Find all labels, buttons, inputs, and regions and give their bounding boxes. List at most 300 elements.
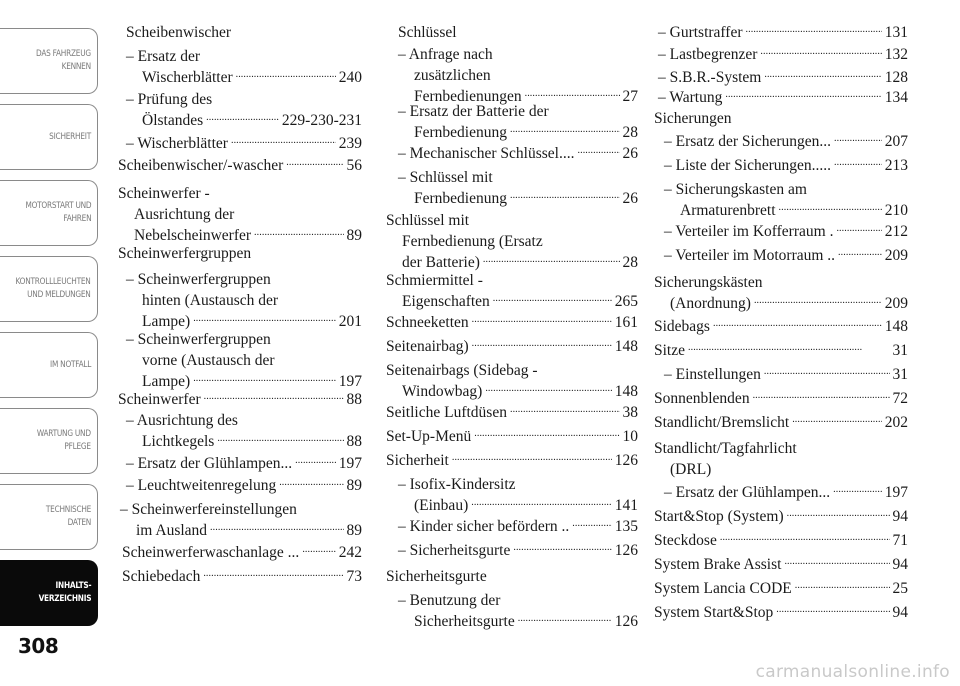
page-reference[interactable]: 88 (346, 433, 362, 450)
index-entry (118, 389, 362, 410)
index-term: Fernbedienung (Ersatz (402, 233, 543, 250)
index-entry (654, 22, 908, 43)
page-reference[interactable]: 73 (346, 568, 362, 585)
page-reference[interactable]: 26 (622, 190, 638, 207)
dot-leader (452, 451, 612, 465)
page-reference[interactable]: 31 (892, 366, 908, 383)
index-line (386, 611, 638, 632)
tab-motorstart-und-fahren[interactable] (0, 180, 98, 246)
index-term: zusätzlichen (414, 67, 491, 84)
index-line (118, 269, 362, 290)
page-reference[interactable]: 148 (614, 338, 638, 355)
index-line (118, 290, 362, 311)
dot-leader (472, 337, 612, 351)
index-line (654, 293, 908, 314)
index-line (654, 245, 908, 266)
index-line (654, 554, 908, 575)
page-reference[interactable]: 28 (622, 124, 638, 141)
dot-leader (833, 483, 882, 497)
dot-leader (725, 88, 881, 102)
index-entry (386, 426, 638, 447)
index-line (654, 578, 908, 599)
dot-leader (713, 317, 882, 331)
index-line (118, 46, 362, 67)
dot-leader (688, 341, 890, 355)
index-entry (654, 530, 908, 551)
index-term: Windowbag) (402, 383, 483, 400)
index-term: Sonnenblenden (654, 390, 750, 407)
index-term: (Anordnung) (670, 295, 751, 312)
index-term: – Ersatz der Sicherungen... (664, 133, 831, 150)
index-entry (386, 101, 638, 143)
index-entry (386, 402, 638, 423)
index-entry (118, 243, 362, 264)
index-line (654, 200, 908, 221)
tab-label: MOTORSTART UND FAHREN (25, 201, 91, 224)
page-reference[interactable]: 202 (884, 414, 908, 431)
index-term: Ausrichtung der (134, 206, 235, 223)
index-line (118, 520, 362, 541)
index-entry (386, 566, 638, 587)
index-line (654, 364, 908, 385)
page-reference[interactable]: 88 (346, 391, 362, 408)
page-reference[interactable]: 201 (338, 313, 362, 330)
index-entry (386, 516, 638, 537)
page-reference[interactable]: 38 (622, 404, 638, 421)
index-line (118, 475, 362, 496)
dot-leader (206, 111, 279, 125)
index-line (118, 243, 362, 264)
index-term: – Lastbegrenzer (658, 46, 758, 63)
dot-leader (754, 294, 882, 308)
dot-leader (753, 389, 890, 403)
index-line (118, 204, 362, 225)
tab-label: WARTUNG UND PFLEGE (37, 429, 91, 452)
dot-leader (787, 507, 890, 521)
tab-technische-daten[interactable] (0, 484, 98, 550)
index-line (386, 210, 638, 231)
dot-leader (472, 313, 612, 327)
index-entry (118, 133, 362, 154)
index-line (654, 44, 908, 65)
tab-label: KONTROLLLEUCHTEN UND MELDUNGEN (15, 277, 91, 300)
index-entry (386, 312, 638, 333)
index-entry (654, 44, 908, 65)
index-line (654, 316, 908, 337)
index-entry (654, 272, 908, 314)
index-term: Schiebedach (122, 568, 201, 585)
page-reference[interactable]: 10 (622, 428, 638, 445)
index-term: Ölstandes (142, 112, 204, 129)
page-reference[interactable]: 89 (346, 477, 362, 494)
page-reference[interactable]: 126 (614, 542, 638, 559)
index-term: – Wischerblätter (126, 135, 228, 152)
index-entry (386, 143, 638, 164)
tab-das-fahrzeug-kennen[interactable] (0, 28, 98, 94)
index-entry (654, 155, 908, 176)
page-reference[interactable]: 239 (338, 135, 362, 152)
index-entry (654, 506, 908, 527)
index-term: Lampe) (142, 373, 191, 390)
index-entry (654, 602, 908, 623)
index-term: Schmiermittel - (386, 272, 483, 289)
dot-leader (795, 579, 890, 593)
index-entry (654, 316, 908, 337)
dot-leader (779, 201, 882, 215)
page-reference[interactable]: 197 (884, 484, 908, 501)
page-reference[interactable]: 213 (884, 157, 908, 174)
dot-leader (518, 612, 612, 626)
index-term: – Gurtstraffer (658, 24, 743, 41)
index-line (654, 438, 908, 459)
page-reference[interactable]: 56 (346, 157, 362, 174)
page-reference[interactable]: 126 (614, 452, 638, 469)
dot-leader (204, 390, 344, 404)
index-entry (386, 22, 638, 43)
tab-im-notfall[interactable] (0, 332, 98, 398)
index-term: – Ersatz der Glühlampen... (664, 484, 831, 501)
index-term: – Ersatz der Glühlampen... (126, 455, 293, 472)
index-term: Scheinwerfer - (118, 185, 210, 202)
page-reference[interactable]: 131 (884, 24, 908, 41)
page-reference[interactable]: 148 (614, 383, 638, 400)
index-term: – S.B.R.-System (658, 69, 762, 86)
index-entry (386, 44, 638, 107)
index-term: – Schlüssel mit (398, 169, 493, 186)
index-line (386, 270, 638, 291)
dot-leader (834, 132, 882, 146)
index-line (118, 389, 362, 410)
index-term: – Scheinwerfereinstellungen (120, 501, 297, 518)
dot-leader (838, 246, 882, 260)
index-term: Sicherungskästen (654, 274, 763, 291)
index-entry (118, 475, 362, 496)
page-reference[interactable]: 94 (892, 508, 908, 525)
index-line (386, 495, 638, 516)
page-reference[interactable]: 132 (884, 46, 908, 63)
index-line (654, 179, 908, 200)
index-term: (Einbau) (414, 497, 469, 514)
index-line (654, 87, 908, 108)
index-term: – Wartung (658, 89, 723, 106)
dot-leader (471, 496, 612, 510)
dot-leader (483, 253, 620, 267)
dot-leader (764, 68, 881, 82)
index-entry (654, 131, 908, 152)
dot-leader (493, 292, 612, 306)
tab-inhaltsverzeichnis[interactable] (0, 560, 98, 626)
index-line (386, 22, 638, 43)
dot-leader (485, 382, 611, 396)
index-term: – Einstellungen (664, 366, 761, 383)
index-line (386, 44, 638, 65)
index-term: Standlicht/Bremslicht (654, 414, 790, 431)
index-term: Seitenairbag) (386, 338, 469, 355)
index-term: Standlicht/Tagfahrlicht (654, 440, 797, 457)
index-line (386, 402, 638, 423)
index-term: Schneeketten (386, 314, 469, 331)
index-entry (118, 46, 362, 88)
index-term: Wischerblätter (142, 69, 233, 86)
page-reference[interactable]: 207 (884, 133, 908, 150)
index-line (386, 381, 638, 402)
index-line (386, 65, 638, 86)
index-entry (118, 329, 362, 392)
index-line (386, 231, 638, 252)
index-line (386, 188, 638, 209)
index-line (118, 453, 362, 474)
index-term: System Brake Assist (654, 556, 782, 573)
index-term: Fernbedienung (414, 190, 507, 207)
index-entry (654, 438, 908, 480)
page-reference[interactable]: 134 (884, 89, 908, 106)
page-reference[interactable]: 31 (892, 342, 908, 359)
index-term: – Sicherungskasten am (664, 181, 807, 198)
dot-leader (193, 312, 336, 326)
page-reference[interactable]: 89 (346, 227, 362, 244)
dot-leader (578, 144, 620, 158)
index-entry (118, 89, 362, 131)
index-term: Sicherheit (386, 452, 449, 469)
index-entry (386, 450, 638, 471)
chapter-sidebar (0, 0, 100, 686)
page-reference[interactable]: 26 (622, 145, 638, 162)
dot-leader (776, 603, 889, 617)
index-entry (386, 210, 638, 273)
index-line (386, 450, 638, 471)
tab-label: SICHERHEIT (49, 131, 91, 142)
index-entry (118, 269, 362, 332)
index-term: Fernbedienung (414, 124, 507, 141)
index-line (386, 516, 638, 537)
index-term: System Start&Stop (654, 604, 774, 621)
index-term: Sidebags (654, 318, 710, 335)
page-reference[interactable]: 240 (338, 69, 362, 86)
index-line (654, 388, 908, 409)
tab-label: DAS FAHRZEUG KENNEN (36, 49, 91, 72)
index-line (386, 474, 638, 495)
index-term: – Liste der Sicherungen..... (664, 157, 832, 174)
watermark: carmanualsonline.info (755, 662, 950, 682)
index-line (654, 67, 908, 88)
index-line (386, 291, 638, 312)
index-line (386, 167, 638, 188)
index-entry (654, 340, 908, 361)
index-term: System Lancia CODE (654, 580, 792, 597)
index-line (386, 143, 638, 164)
index-term: – Scheinwerfergruppen (126, 331, 271, 348)
page-reference[interactable]: 197 (338, 455, 362, 472)
page-reference[interactable]: 265 (614, 293, 638, 310)
dot-leader (279, 476, 343, 490)
index-term: Seitenairbags (Sidebag - (386, 362, 538, 379)
page-number: 308 (18, 634, 59, 658)
index-line (654, 22, 908, 43)
index-line (118, 67, 362, 88)
index-term: – Verteiler im Motorraum .. (664, 247, 836, 264)
index-line (118, 89, 362, 110)
index-term: – Anfrage nach (398, 46, 493, 63)
index-term: Schlüssel mit (386, 212, 470, 229)
dot-leader (254, 226, 343, 240)
index-term: – Benutzung der (398, 592, 501, 609)
index-line (118, 410, 362, 431)
dot-leader (510, 123, 620, 137)
index-line (654, 155, 908, 176)
index-term: vorne (Austausch der (142, 352, 275, 369)
index-line (386, 426, 638, 447)
index-term: Scheinwerferwaschanlage ... (122, 544, 300, 561)
index-term: – Ersatz der (126, 48, 201, 65)
index-line (386, 590, 638, 611)
dot-leader (474, 427, 619, 441)
index-term: Nebelscheinwerfer (134, 227, 252, 244)
dot-leader (231, 134, 336, 148)
index-term: – Scheinwerfergruppen (126, 271, 271, 288)
page-reference[interactable]: 242 (338, 544, 362, 561)
index-line (118, 329, 362, 350)
index-term: Scheinwerfer (118, 391, 201, 408)
index-entry (654, 108, 908, 129)
page-reference[interactable]: 141 (614, 497, 638, 514)
index-term: Scheinwerfergruppen (118, 245, 252, 262)
tab-kontrollleuchten[interactable] (0, 256, 98, 322)
index-line (118, 22, 362, 43)
index-term: – Ersatz der Batterie der (398, 103, 549, 120)
index-line (654, 108, 908, 129)
dot-leader (836, 222, 881, 236)
index-entry (118, 499, 362, 541)
page-reference[interactable]: 209 (884, 295, 908, 312)
tab-label: INHALTS- VERZEICHNIS (38, 581, 91, 604)
page-reference[interactable]: 126 (614, 613, 638, 630)
index-line (386, 566, 638, 587)
index-term: Lampe) (142, 313, 191, 330)
index-line (118, 183, 362, 204)
index-term: Sitze (654, 342, 685, 359)
page-reference[interactable]: 135 (614, 518, 638, 535)
index-line (118, 110, 362, 131)
page-reference[interactable]: 128 (884, 69, 908, 86)
index-line (118, 350, 362, 371)
index-term: im Ausland (136, 522, 208, 539)
page-reference[interactable]: 229-230-231 (281, 112, 362, 129)
dot-leader (510, 189, 620, 203)
page-reference[interactable]: 148 (884, 318, 908, 335)
page-reference[interactable]: 94 (892, 556, 908, 573)
dot-leader (760, 45, 881, 59)
page-reference[interactable]: 212 (884, 223, 908, 240)
index-line (386, 101, 638, 122)
index-line (654, 340, 908, 361)
page-reference[interactable]: 94 (892, 604, 908, 621)
index-line (118, 431, 362, 452)
index-entry (386, 167, 638, 209)
dot-leader (572, 517, 611, 531)
index-entry (654, 364, 908, 385)
index-term: Seitliche Luftdüsen (386, 404, 507, 421)
index-term: Scheibenwischer (126, 24, 232, 41)
dot-leader (217, 432, 343, 446)
index-entry (654, 221, 908, 242)
index-term: (DRL) (670, 461, 712, 478)
index-term: der Batterie) (402, 254, 480, 271)
index-term: Fernbedienungen (414, 88, 522, 105)
page-reference[interactable]: 28 (622, 254, 638, 271)
index-entry (118, 566, 362, 587)
index-term: hinten (Austausch der (142, 292, 279, 309)
index-term: Sicherungen (654, 110, 732, 127)
dot-leader (295, 454, 336, 468)
index-entry (654, 554, 908, 575)
index-entry (386, 336, 638, 357)
page-reference[interactable]: 210 (884, 202, 908, 219)
index-line (654, 459, 908, 480)
dot-leader (784, 555, 889, 569)
page-reference[interactable]: 25 (892, 580, 908, 597)
dot-leader (746, 23, 882, 37)
page-reference[interactable]: 72 (892, 390, 908, 407)
index-term: Lichtkegels (142, 433, 215, 450)
index-line (118, 566, 362, 587)
index-term: – Isofix-Kindersitz (398, 476, 516, 493)
index-line (654, 412, 908, 433)
index-line (654, 221, 908, 242)
index-term: – Sicherheitsgurte (398, 542, 511, 559)
dot-leader (525, 87, 620, 101)
index-line (654, 131, 908, 152)
page-reference[interactable]: 71 (892, 532, 908, 549)
index-entry (654, 482, 908, 503)
index-term: Set-Up-Menü (386, 428, 472, 445)
index-term: – Mechanischer Schlüssel.... (398, 145, 575, 162)
dot-leader (210, 521, 343, 535)
index-entry (118, 453, 362, 474)
page-reference[interactable]: 197 (338, 373, 362, 390)
index-entry (118, 410, 362, 452)
tab-wartung-und-pflege[interactable] (0, 408, 98, 474)
index-term: Steckdose (654, 532, 717, 549)
index-entry (654, 388, 908, 409)
index-line (654, 530, 908, 551)
dot-leader (286, 156, 343, 170)
index-entry (654, 179, 908, 221)
dot-leader (792, 413, 882, 427)
index-line (654, 602, 908, 623)
tab-sicherheit[interactable] (0, 104, 98, 170)
dot-leader (720, 531, 890, 545)
index-entry (386, 270, 638, 312)
dot-leader (764, 365, 890, 379)
index-line (386, 312, 638, 333)
index-entry (654, 578, 908, 599)
page-reference[interactable]: 161 (614, 314, 638, 331)
dot-leader (203, 567, 343, 581)
tab-label: TECHNISCHE DATEN (45, 505, 91, 528)
index-entry (654, 87, 908, 108)
index-term: Armaturenbrett (680, 202, 776, 219)
dot-leader (513, 541, 611, 555)
dot-leader (302, 543, 335, 557)
index-line (386, 360, 638, 381)
index-term: Schlüssel (398, 24, 457, 41)
page-reference[interactable]: 27 (622, 88, 638, 105)
index-entry (654, 245, 908, 266)
page-reference[interactable]: 209 (884, 247, 908, 264)
index-term: – Leuchtweitenregelung (126, 477, 277, 494)
page-reference[interactable]: 89 (346, 522, 362, 539)
index-term: – Kinder sicher befördern .. (398, 518, 570, 535)
